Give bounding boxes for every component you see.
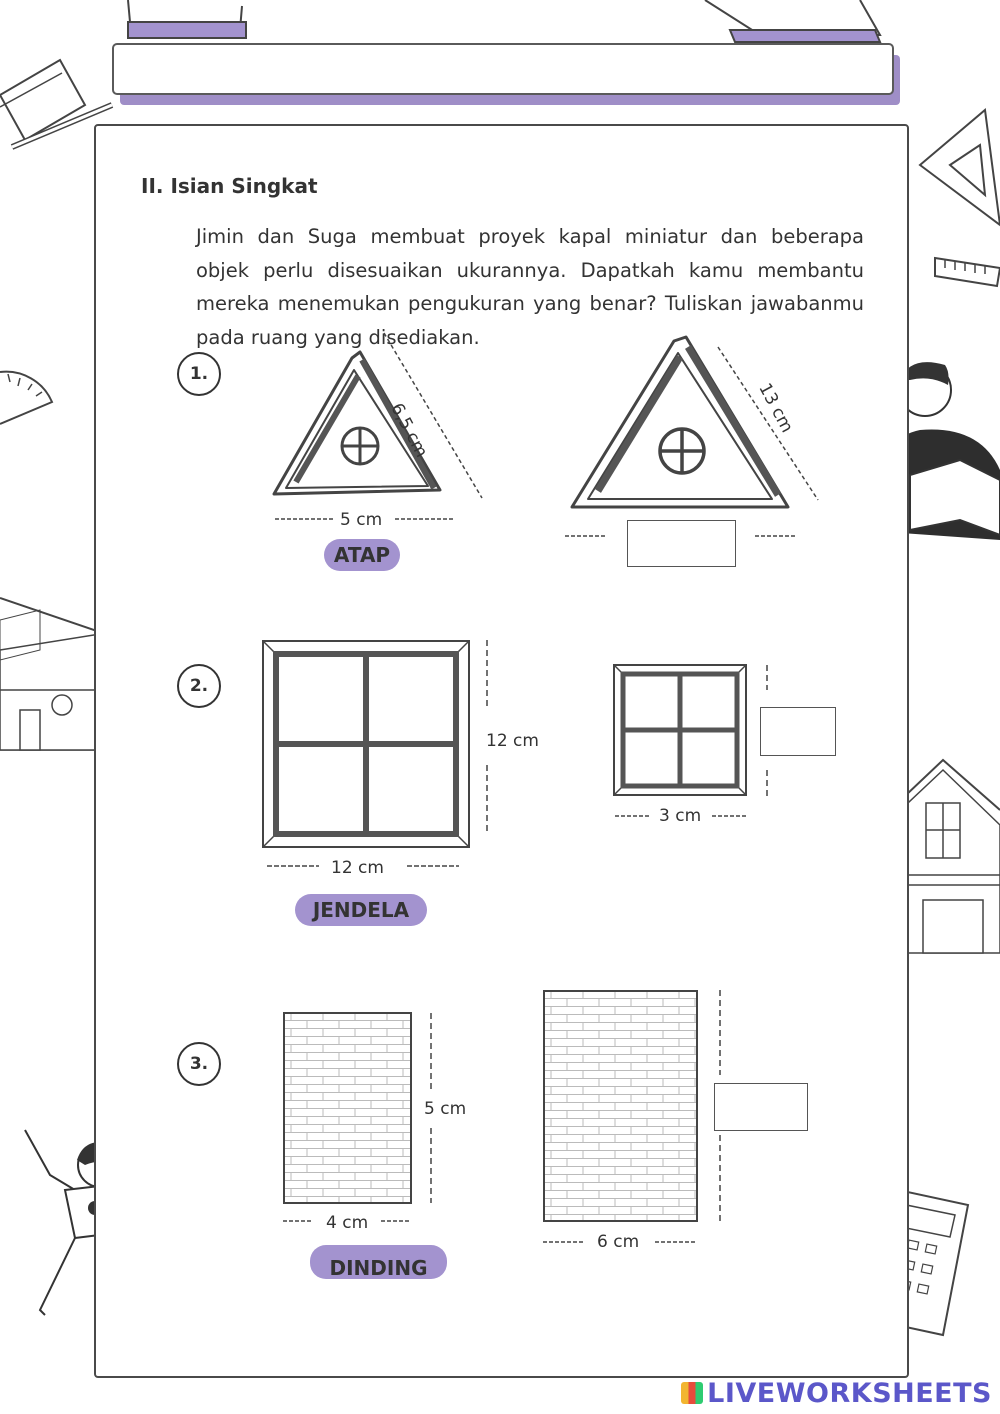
- name-input[interactable]: [112, 43, 894, 95]
- large-wall-figure: [543, 990, 699, 1222]
- large-window-height-label: 12 cm: [486, 731, 539, 751]
- small-wall-figure: [283, 1012, 413, 1204]
- answer-box-roof[interactable]: [627, 520, 736, 567]
- question-number: 3.: [177, 1042, 221, 1086]
- small-roof-base-label: 5 cm: [340, 510, 383, 530]
- protractor-illustration: [0, 362, 60, 427]
- small-wall-height-label: 5 cm: [424, 1099, 467, 1119]
- instructions-text: Jimin dan Suga membuat proyek kapal miniatur dan beberapa objek perlu disesuaikan ukurannya. Dapatkah kamu membantu mereka menemukan pengukuran yang benar? Tuliskan jawabanmu pada ruang yang disediakan.: [196, 225, 864, 349]
- small-window-figure: [613, 664, 751, 799]
- open-book-illustration: [700, 0, 890, 45]
- window-label: JENDELA: [295, 894, 427, 926]
- small-roof-figure: [262, 318, 502, 518]
- set-square-illustration: [915, 105, 1000, 235]
- section-title: II. Isian Singkat: [141, 174, 318, 198]
- answer-box-window[interactable]: [760, 707, 836, 756]
- books-illustration: [120, 0, 260, 45]
- wall-label: DINDING: [310, 1245, 447, 1279]
- brand-logo: [681, 1378, 992, 1409]
- small-wall-width-label: 4 cm: [326, 1213, 369, 1233]
- large-window-width-label: 12 cm: [331, 858, 384, 878]
- small-window-width-label: 3 cm: [659, 806, 702, 826]
- large-roof-side-label: 13 cm: [754, 380, 797, 437]
- large-window-figure: [262, 640, 472, 850]
- roof-label: ATAP: [324, 539, 400, 571]
- question-number: 2.: [177, 664, 221, 708]
- large-wall-width-label: 6 cm: [597, 1232, 640, 1252]
- brand-name: LIVEWORKSHEETS: [707, 1378, 992, 1409]
- question-number: 1.: [177, 352, 221, 396]
- ruler-illustration: [935, 248, 1000, 288]
- answer-box-wall[interactable]: [714, 1083, 808, 1131]
- small-roof-side-label: 6,5 cm: [386, 400, 432, 461]
- brand-logo-icon: [681, 1382, 703, 1404]
